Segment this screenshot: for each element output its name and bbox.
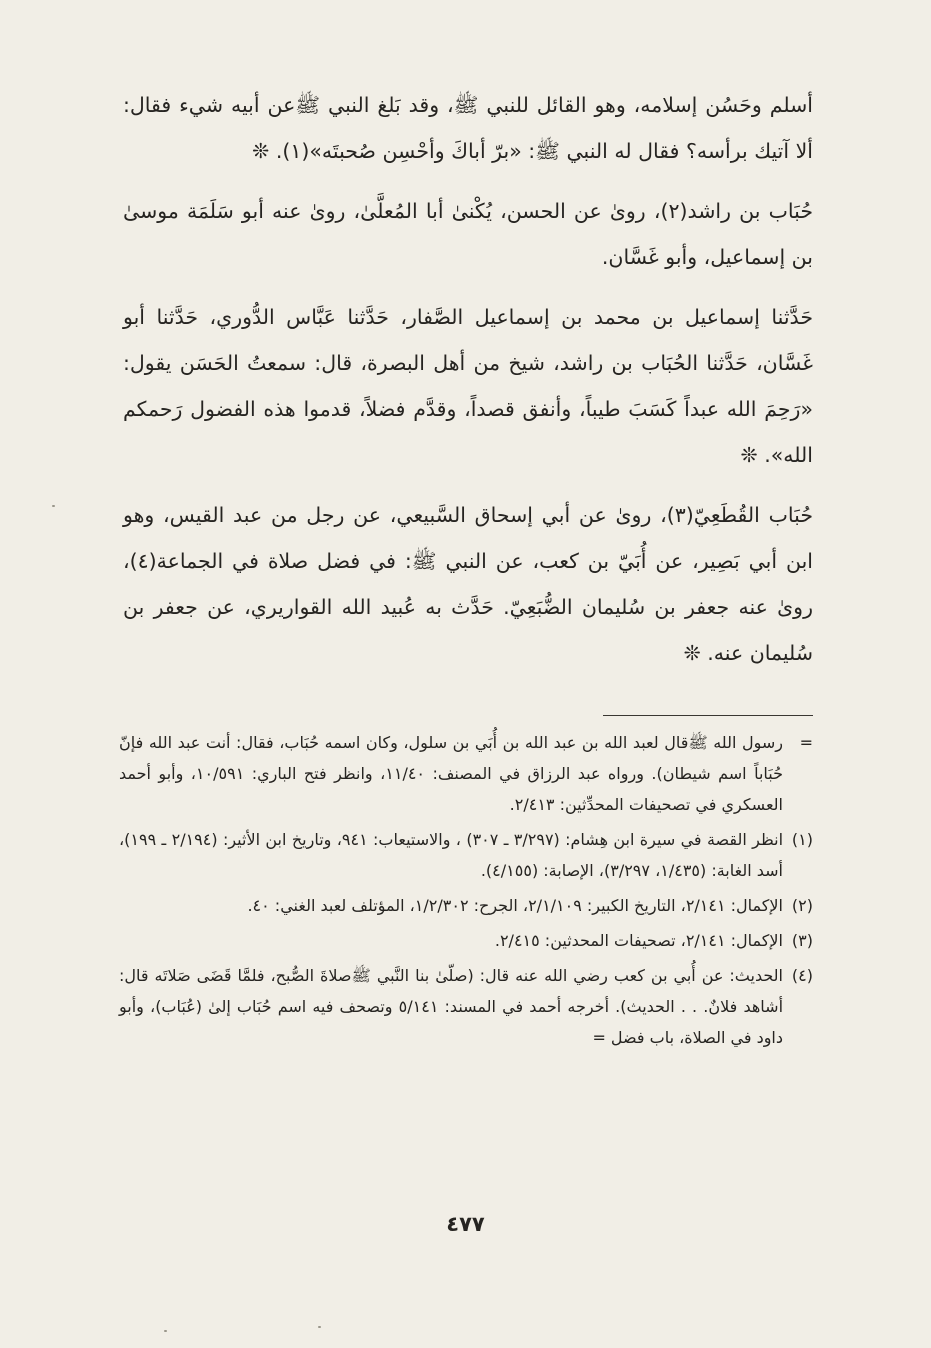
paragraph-hubab-ibn-rashid: حُبَاب بن راشد(٢)، روىٰ عن الحسن، يُكْنىٰ أبا المُعلَّىٰ، روىٰ عنه أبو سَلَمَة موسىٰ بن إسماعيل، وأبو غَسَّان.: [123, 199, 813, 269]
main-text: [123, 82, 813, 676]
footnote-text: انظر القصة في سيرة ابن هِشام: (٣/٢٩٧ ـ ٣٠٧) ، والاستيعاب: ٩٤١، وتاريخ ابن الأثير: (٢/١٩٤ ـ ١٩٩)، أسد الغابة: (١/٤٣٥، ٣/٢٩٧)، الإصابة: (٤/١٥٥).: [119, 830, 784, 880]
scan-speck: [164, 1330, 167, 1332]
footnotes: [119, 727, 813, 1057]
footnote-text: الحديث: عن أُبي بن كعب رضي الله عنه قال: (صلّىٰ بنا النَّبي ﷺصلاةَ الصُّبح، فلمَّا قَضَى صَلاتَه قال: أشاهد فلانٌ. . . الحديث). أخرجه أحمد في المسند: ٥/١٤١ وتصحف فيه اسم حُبَاب إلىٰ (عُبَاب)، وأبو داود في الصلاة، باب فضل =: [119, 966, 784, 1047]
scan-speck: [318, 1326, 321, 1328]
footnote-text: الإكمال: ٢/١٤١، التاريخ الكبير: ٢/١/١٠٩، الجرح: ١/٢/٣٠٢، المؤتلف لعبد الغني: ٤٠.: [247, 896, 783, 915]
footnote-text: رسول الله ﷺقال لعبد الله بن عبد الله بن أُبَي بن سلول، وكان اسمه حُبَاب، فقال: أنت عبد الله فإنّ حُبَاباً اسم شيطان). ورواه عبد الرزاق في المصنف: ١١/٤٠، وانظر فتح الباري: ١٠/٥٩١، وأبو أحمد العسكري في تصحيفات المحدِّثين: ٢/٤١٣.: [119, 733, 783, 814]
paragraph-continuation: أسلم وحَسُن إسلامه، وهو القائل للنبي ﷺ، وقد بَلغ النبي ﷺعن أبيه شيء فقال: ألا آتيك برأسه؟ فقال له النبي ﷺ: «برّ أباكَ وأحْسِن صُحبتَه»(١). ❊: [123, 93, 813, 163]
footnote-text: الإكمال: ٢/١٤١، تصحيفات المحدثين: ٢/٤١٥.: [494, 931, 783, 950]
footnote-4: [119, 960, 813, 1053]
footnote-1: [119, 824, 813, 886]
paragraph-hadith-narration: حَدَّثنا إسماعيل بن محمد بن إسماعيل الصَّفار، حَدَّثنا عَبَّاس الدُّوري، حَدَّثنا أبو غَسَّان، حَدَّثنا الحُبَاب بن راشد، شيخ من أهل البصرة، قال: سمعتُ الحَسَن يقول: «رَحِمَ الله عبداً كَسَبَ طيباً، وأنفق قصداً، وقدَّم فضلاً، قدموا هذه الفضول رَحمكم الله». ❊: [123, 305, 813, 467]
footnote-continued: [119, 727, 813, 820]
footnote-divider: [603, 715, 813, 716]
footnote-marker: (٣): [791, 931, 813, 950]
footnote-3: [119, 925, 813, 956]
footnote-marker: =: [799, 733, 813, 752]
footnote-marker: (٢): [791, 896, 813, 915]
page-number: ٤٧٧: [446, 1212, 485, 1236]
paragraph-hubab-al-qutai: حُبَاب القُطَعِيّ(٣)، روىٰ عن أبي إسحاق السَّبيعي، عن رجل من عبد القيس، وهو ابن أبي بَصِير، عن أُبَيّ بن كعب، عن النبي ﷺ: في فضل صلاة في الجماعة(٤)، روىٰ عنه جعفر بن سُليمان الضُّبَعِيّ. حَدَّث به عُبيد الله القواريري، عن جعفر بن سُليمان عنه. ❊: [123, 503, 813, 665]
footnote-2: [119, 890, 813, 921]
footnote-marker: (١): [791, 830, 813, 849]
footnote-marker: (٤): [791, 966, 813, 985]
scan-speck: [52, 505, 55, 507]
